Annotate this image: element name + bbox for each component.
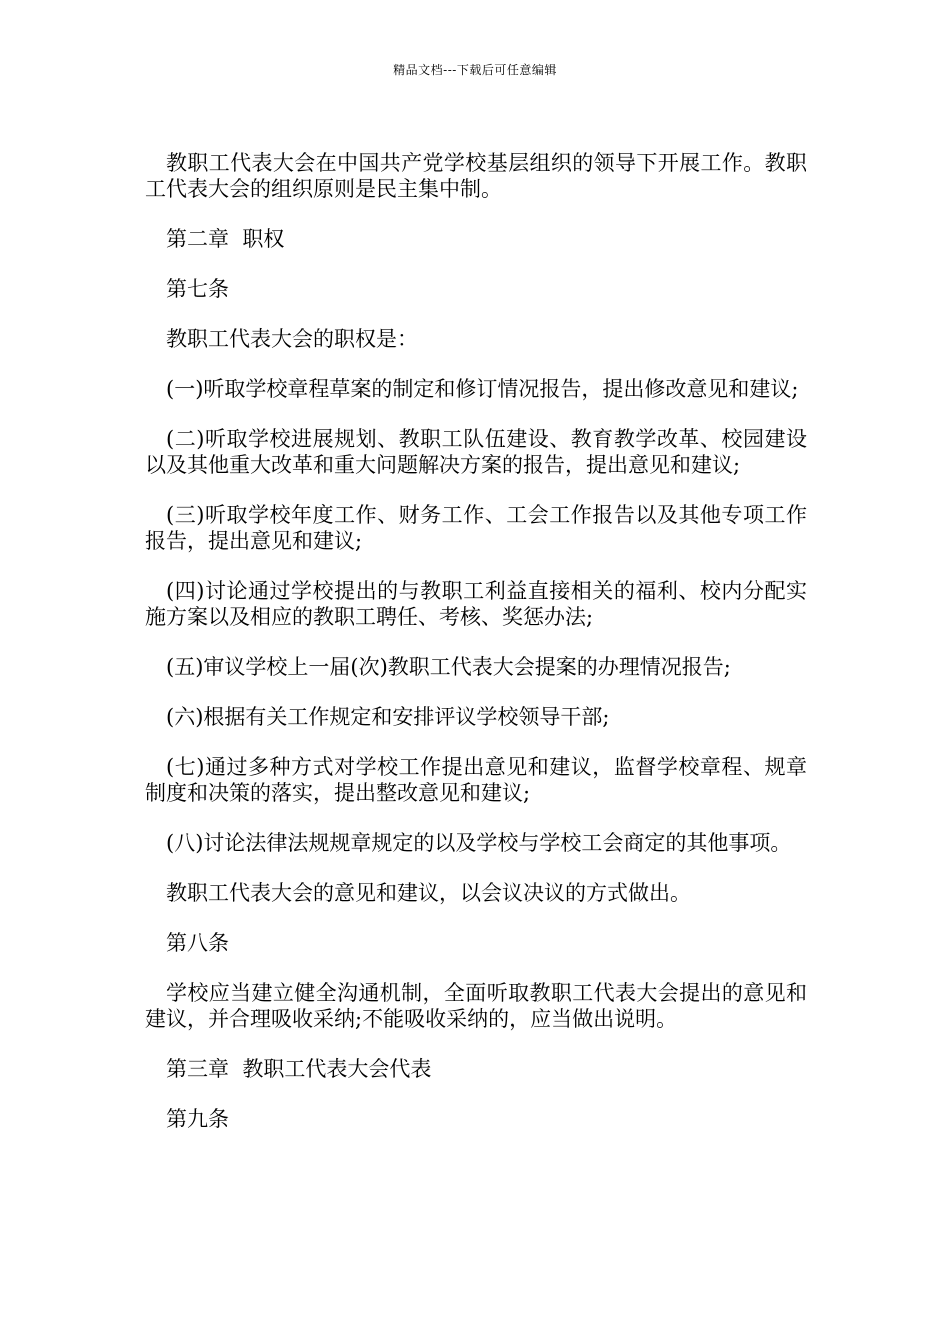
list-item-7: (七)通过多种方式对学校工作提出意见和建议，监督学校章程、规章制度和决策的落实，提出整改意见和建议;: [145, 755, 807, 805]
page-header: 精品文档---下载后可任意编辑: [393, 63, 557, 77]
article-heading-8: 第八条: [166, 931, 229, 955]
paragraph-leadership: 教职工代表大会在中国共产党学校基层组织的领导下开展工作。教职工代表大会的组织原则是民主集中制。: [145, 151, 807, 201]
list-item-1: (一)听取学校章程草案的制定和修订情况报告，提出修改意见和建议;: [166, 377, 799, 401]
paragraph-resolution: 教职工代表大会的意见和建议，以会议决议的方式做出。: [166, 881, 691, 905]
list-item-3: (三)听取学校年度工作、财务工作、工会工作报告以及其他专项工作报告，提出意见和建议;: [145, 503, 807, 553]
list-item-6: (六)根据有关工作规定和安排评议学校领导干部;: [166, 705, 610, 729]
paragraph-communication: 学校应当建立健全沟通机制，全面听取教职工代表大会提出的意见和建议，并合理吸收采纳;不能吸收采纳的，应当做出说明。: [145, 981, 807, 1031]
document-body: [145, 150, 807, 1156]
list-item-4: (四)讨论通过学校提出的与教职工利益直接相关的福利、校内分配实施方案以及相应的教职工聘任、考核、奖惩办法;: [145, 579, 807, 629]
chapter-heading-2: 第二章 职权: [166, 227, 285, 251]
article-heading-7: 第七条: [166, 277, 229, 301]
list-item-5: (五)审议学校上一届(次)教职工代表大会提案的办理情况报告;: [166, 655, 731, 679]
paragraph-powers-intro: 教职工代表大会的职权是：: [166, 327, 418, 351]
list-item-8: (八)讨论法律法规规章规定的以及学校与学校工会商定的其他事项。: [166, 831, 792, 855]
chapter-heading-3: 第三章 教职工代表大会代表: [166, 1057, 432, 1081]
article-heading-9: 第九条: [166, 1107, 229, 1131]
list-item-2: (二)听取学校进展规划、教职工队伍建设、教育教学改革、校园建设以及其他重大改革和重大问题解决方案的报告，提出意见和建议;: [145, 427, 807, 477]
